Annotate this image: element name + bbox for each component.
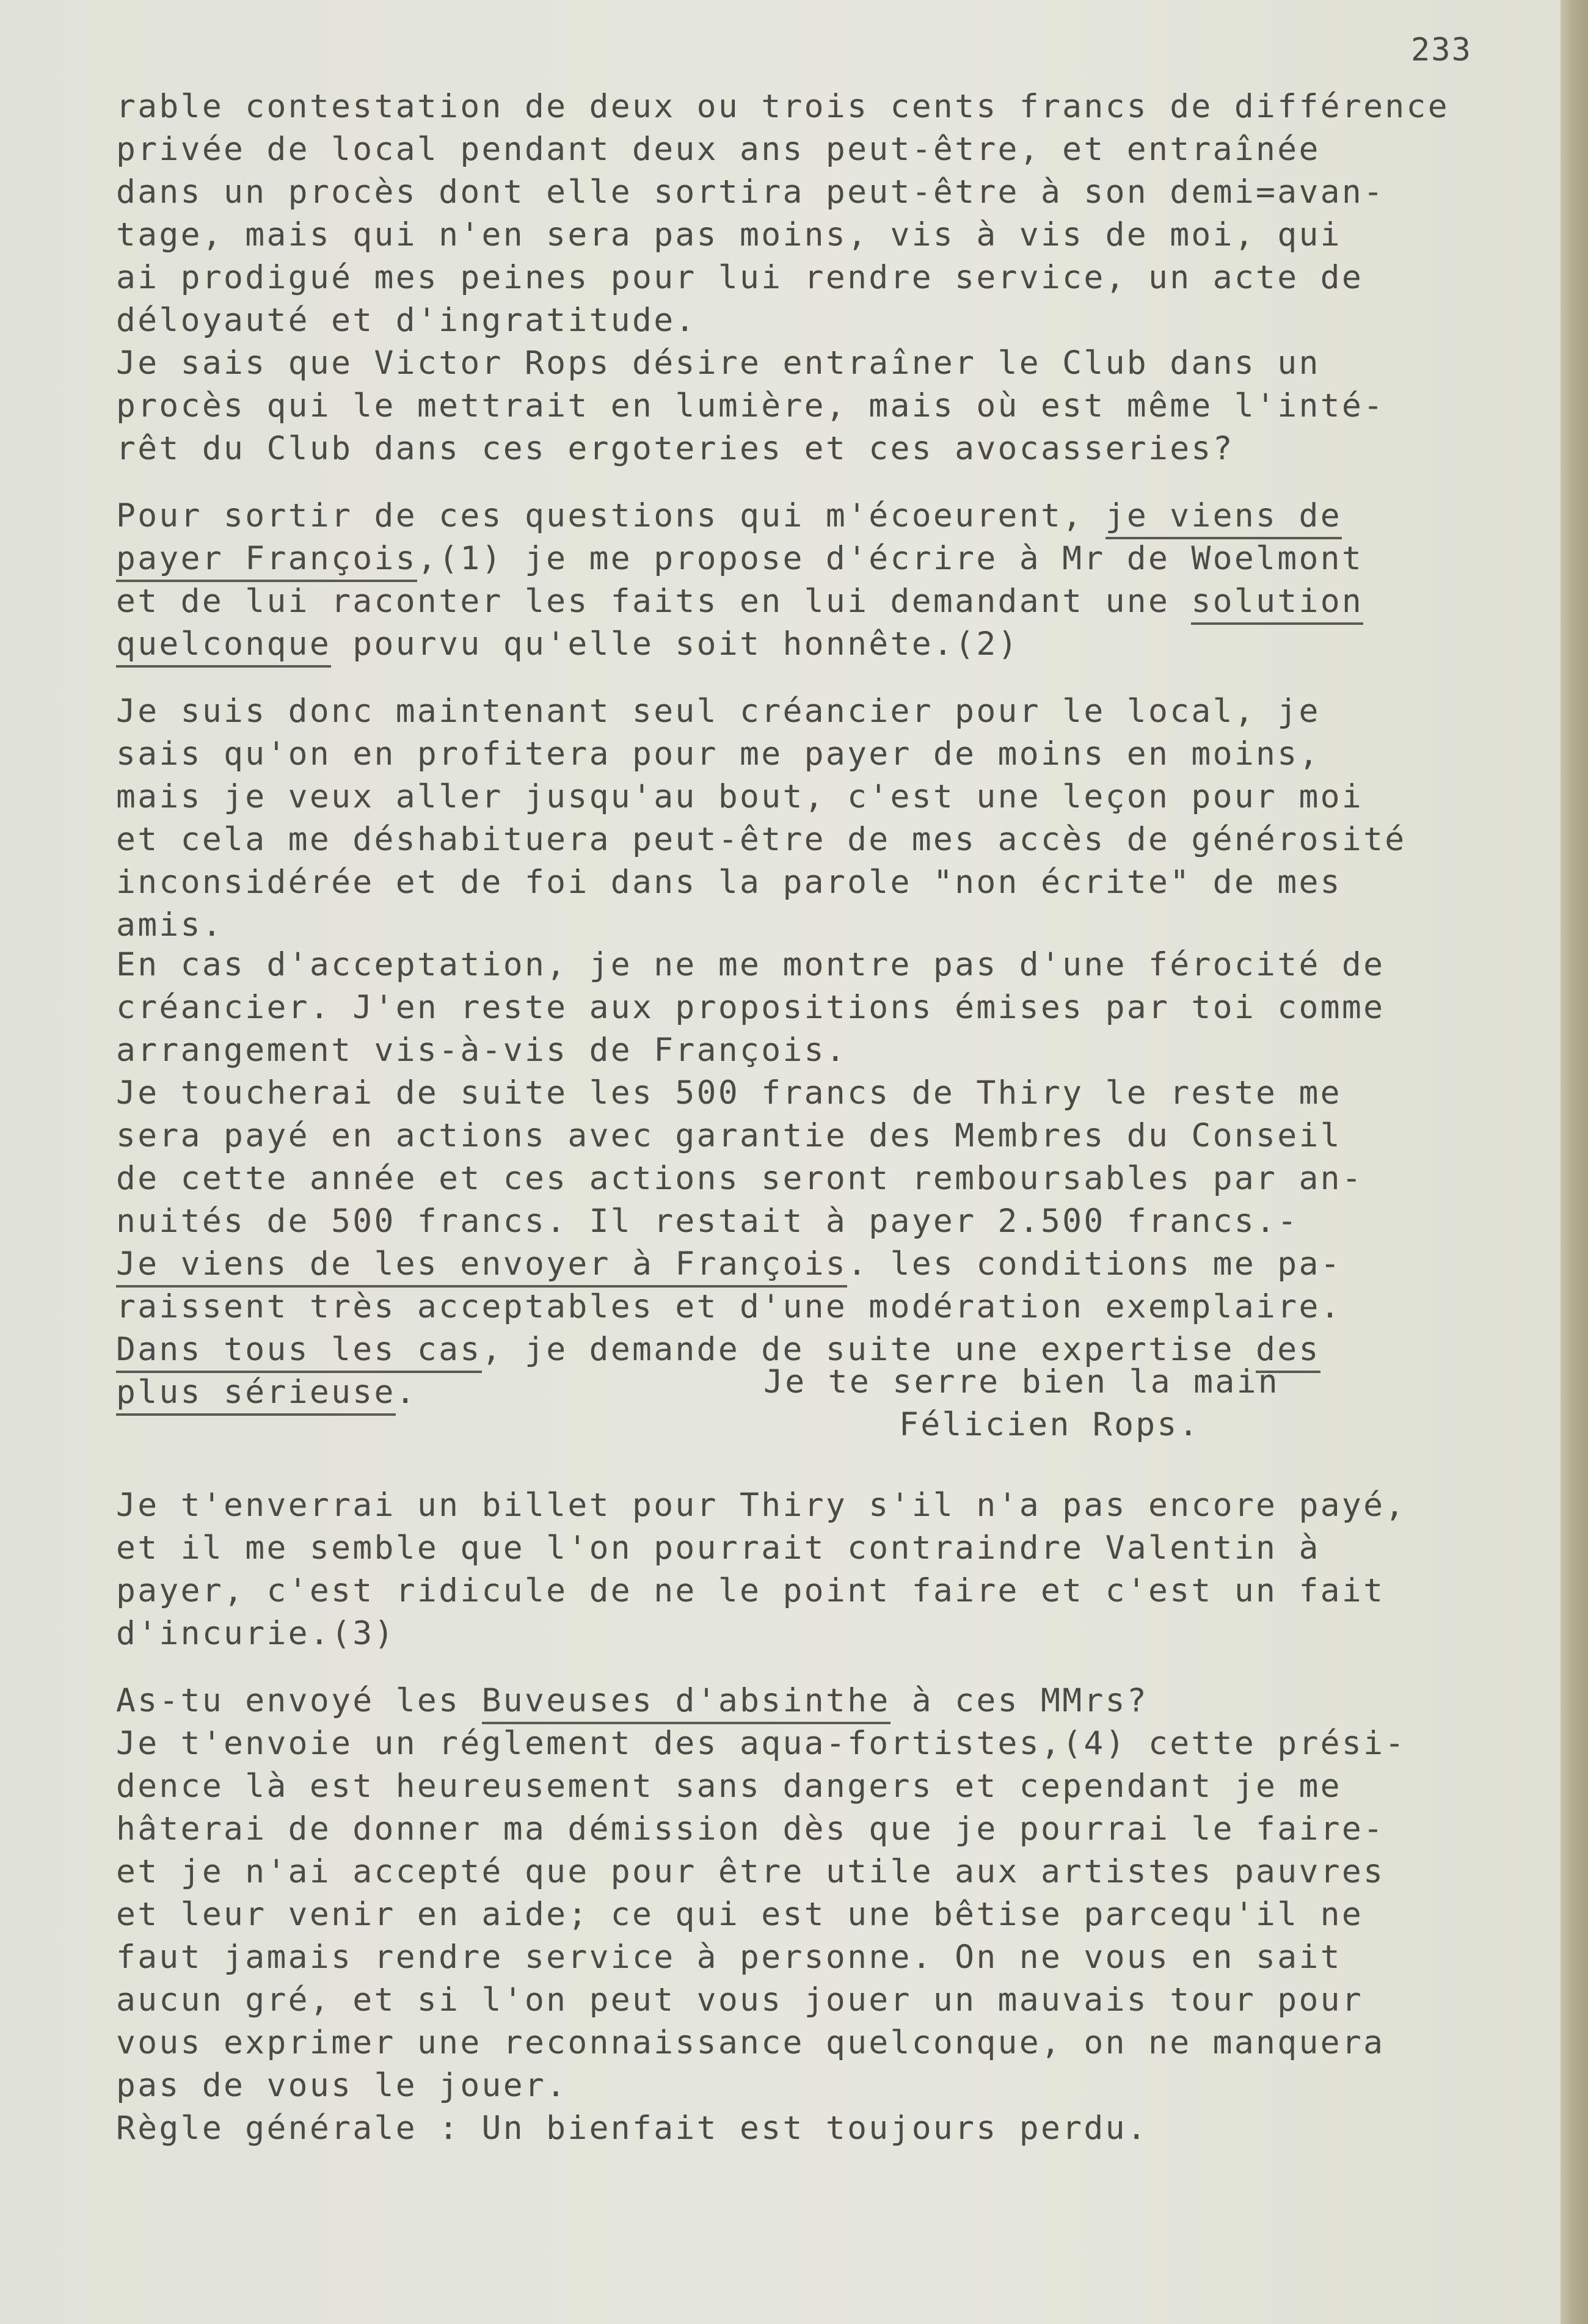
text-line [116,2107,1148,2150]
text-segment: et leur venir en aide; ce qui est une bêtise parcequ'il ne [116,1896,1364,1933]
text-segment: amis. [116,906,224,944]
text-segment: de cette année et ces actions seront remboursables par an- [116,1160,1364,1197]
text-line [116,818,1407,861]
underlined-text: des [1256,1331,1320,1373]
text-segment: déloyauté et d'ingratitude. [116,302,697,339]
text-line [116,904,224,947]
text-line [116,1893,1363,1936]
signature-line: Félicien Rops. [899,1406,1200,1443]
text-line [116,1612,396,1655]
underlined-text: quelconque [116,625,331,668]
text-segment: pas de vous le jouer. [116,2067,568,2104]
text-line [116,690,1320,733]
text-segment: tage, mais qui n'en sera pas moins, vis à vis de moi, qui [116,216,1342,253]
text-segment: ,(1) je me propose d'écrire à Mr de Woelmont [417,540,1364,577]
underlined-text: Je viens de les envoyer à François [116,1245,847,1288]
text-line [116,944,1385,986]
text-segment: Je toucherai de suite les 500 francs de Thiry le reste me [116,1074,1342,1112]
text-line [116,2064,567,2107]
text-line [116,1527,1320,1570]
text-line [116,1936,1342,1979]
text-line [116,257,1363,299]
text-line [116,580,1363,623]
text-segment: faut jamais rendre service à personne. On ne vous en sait [116,1939,1342,1976]
text-segment: Je t'envoie un réglement des aqua-fortistes,(4) cette prési- [116,1725,1407,1762]
underlined-text: Buveuses d'absinthe [482,1682,891,1724]
text-segment: Règle générale : Un bienfait est toujours perdu. [116,2110,1149,2147]
underlined-text: je viens de [1105,497,1342,539]
text-line [116,428,1234,470]
text-line [116,1680,1148,1722]
text-segment: vous exprimer une reconnaissance quelconque, on ne manquera [116,2024,1385,2061]
underlined-text: plus sérieuse [116,1374,396,1416]
text-line [116,214,1342,257]
text-segment: En cas d'acceptation, je ne me montre pas d'une férocité de [116,946,1385,983]
text-line [116,733,1320,776]
text-line [116,1371,417,1414]
text-segment: . [395,1374,417,1411]
text-line [116,385,1385,428]
text-segment: Je suis donc maintenant seul créancier pour le local, je [116,693,1320,730]
text-line [116,776,1363,818]
text-segment: nuités de 500 francs. Il restait à payer 2.500 francs.- [116,1203,1299,1240]
closing-line: Je te serre bien la main [763,1363,1280,1401]
text-line [116,861,1342,904]
text-segment: rable contestation de deux ou trois cents francs de différence [116,88,1449,125]
text-segment: mais je veux aller jusqu'au bout, c'est une leçon pour moi [116,778,1364,815]
text-line [116,171,1385,214]
text-segment: dans un procès dont elle sortira peut-être à son demi=avan- [116,173,1385,211]
underlined-text: solution [1191,583,1363,625]
text-segment: d'incurie.(3) [116,1615,396,1652]
text-line [116,2022,1385,2064]
text-line [116,1243,1342,1286]
text-line [116,128,1320,171]
text-line [116,1157,1363,1200]
text-segment: et de lui raconter les faits en lui demandant une [116,583,1192,620]
text-segment: dence là est heureusement sans dangers et cependant je me [116,1768,1342,1805]
text-segment: hâterai de donner ma démission dès que je pourrai le faire- [116,1810,1385,1848]
underlined-text: Dans tous les cas [116,1331,482,1373]
text-line [116,1072,1342,1115]
text-segment: rêt du Club dans ces ergoteries et ces avocasseries? [116,430,1234,467]
text-line [116,986,1385,1029]
text-line [116,1115,1342,1157]
text-line [116,1286,1342,1328]
text-line [116,299,697,342]
text-segment: et je n'ai accepté que pour être utile aux artistes pauvres [116,1853,1385,1890]
page-edge [1561,0,1588,2324]
text-segment: As-tu envoyé les [116,1682,482,1719]
text-line [116,1484,1407,1527]
text-segment: ai prodigué mes peines pour lui rendre service, un acte de [116,259,1364,296]
text-segment: Je sais que Victor Rops désire entraîner le Club dans un [116,344,1320,382]
text-line [116,1722,1407,1765]
text-segment: procès qui le mettrait en lumière, mais où est même l'inté- [116,387,1385,424]
text-segment: , je demande de suite une expertise [481,1331,1256,1368]
page-number: 233 [1411,32,1472,68]
text-segment: inconsidérée et de foi dans la parole "non écrite" de mes [116,864,1342,901]
text-segment: payer, c'est ridicule de ne le point faire et c'est un fait [116,1572,1385,1609]
text-line [116,342,1320,385]
text-segment: sais qu'on en profitera pour me payer de moins en moins, [116,735,1320,773]
text-line [116,1570,1385,1612]
text-segment: . les conditions me pa- [847,1245,1342,1283]
text-segment: aucun gré, et si l'on peut vous jouer un mauvais tour pour [116,1981,1364,2019]
text-line [116,1765,1342,1808]
text-line [116,537,1363,580]
text-line [116,1200,1298,1243]
text-segment: et cela me déshabituera peut-être de mes accès de générosité [116,821,1407,858]
text-segment: Je t'enverrai un billet pour Thiry s'il n'a pas encore payé, [116,1487,1407,1524]
text-line [116,1029,847,1072]
text-line [116,1979,1363,2022]
text-line [116,1808,1385,1851]
text-line [116,623,1019,666]
text-segment: pourvu qu'elle soit honnête.(2) [331,625,1019,663]
text-segment: sera payé en actions avec garantie des Membres du Conseil [116,1117,1342,1154]
underlined-text: payer François [116,540,417,582]
text-segment: créancier. J'en reste aux propositions émises par toi comme [116,989,1385,1026]
text-segment: et il me semble que l'on pourrait contraindre Valentin à [116,1529,1320,1567]
text-line [116,1851,1385,1893]
text-segment: Pour sortir de ces questions qui m'écoeurent, [116,497,1105,534]
text-segment: arrangement vis-à-vis de François. [116,1032,848,1069]
text-line [116,86,1449,128]
text-line [116,495,1342,537]
text-segment: privée de local pendant deux ans peut-être, et entraînée [116,131,1320,168]
text-segment: à ces MMrs? [890,1682,1149,1719]
text-segment: raissent très acceptables et d'une modération exemplaire. [116,1288,1342,1325]
